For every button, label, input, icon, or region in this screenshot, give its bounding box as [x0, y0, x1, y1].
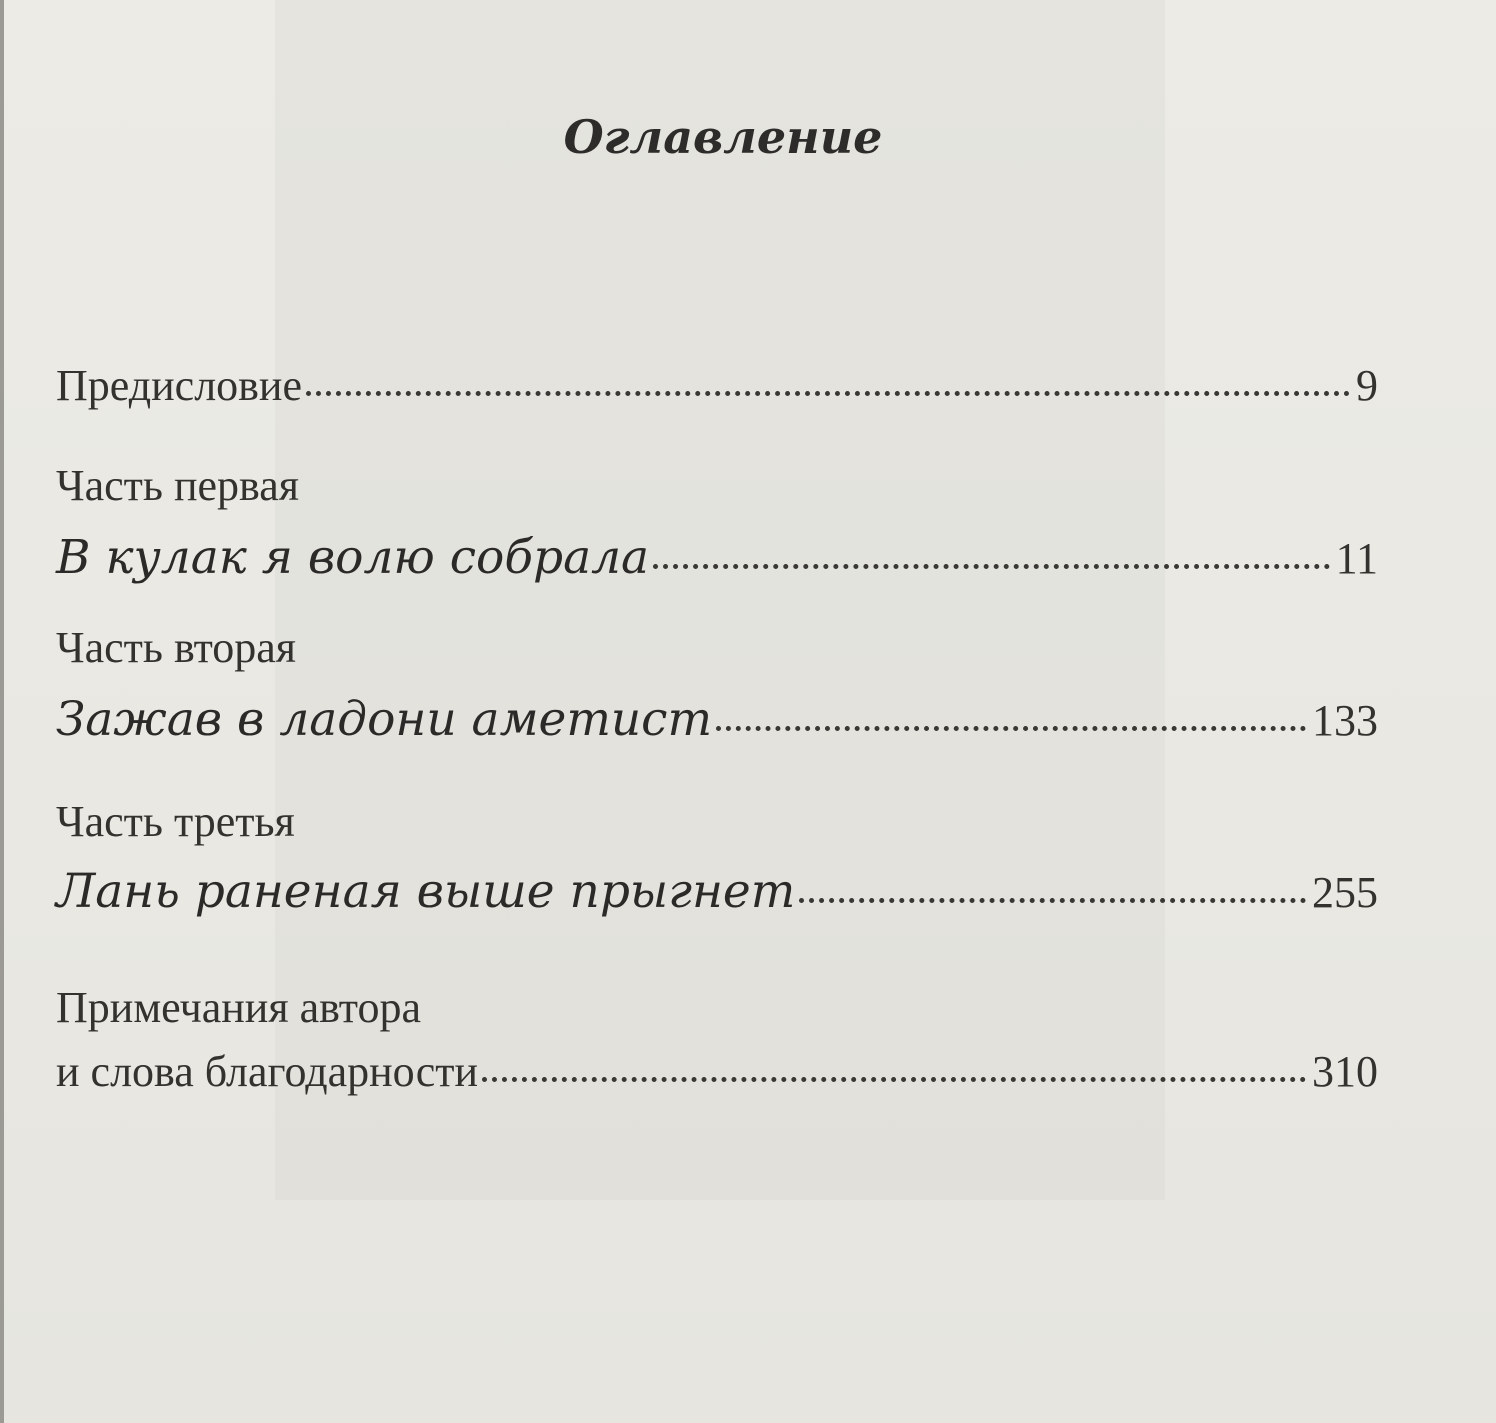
entry-title: В кулак я волю собрала	[56, 530, 650, 585]
dot-leader	[306, 391, 1350, 396]
entry-title: Предисловие	[56, 361, 302, 410]
entry-title: Лань раненая выше прыгнет	[56, 864, 796, 919]
page-number: 11	[1335, 534, 1378, 583]
notes-title-line-1: Примечания автора	[56, 983, 421, 1032]
entry-title: Зажав в ладони аметист	[56, 692, 713, 747]
dot-leader	[482, 1077, 1306, 1082]
toc-entry-notes	[56, 1046, 1378, 1097]
dot-leader	[799, 898, 1306, 903]
page-number: 255	[1312, 868, 1378, 917]
page-number: 310	[1312, 1047, 1378, 1096]
page-number: 9	[1356, 361, 1378, 410]
toc-entry-part-3	[56, 864, 1378, 919]
part-label: Часть первая	[56, 461, 299, 510]
dot-leader	[716, 726, 1306, 731]
toc-entry-preface	[56, 360, 1378, 411]
page-edge	[0, 0, 4, 1423]
dot-leader	[653, 564, 1330, 569]
toc-entry-part-2	[56, 692, 1378, 747]
part-label: Часть третья	[56, 797, 295, 846]
entry-title: и слова благодарности	[56, 1047, 479, 1096]
page-number: 133	[1312, 696, 1378, 745]
part-label: Часть вторая	[56, 623, 297, 672]
toc-entry-part-1	[56, 530, 1378, 585]
toc-heading: Оглавление	[563, 110, 883, 164]
